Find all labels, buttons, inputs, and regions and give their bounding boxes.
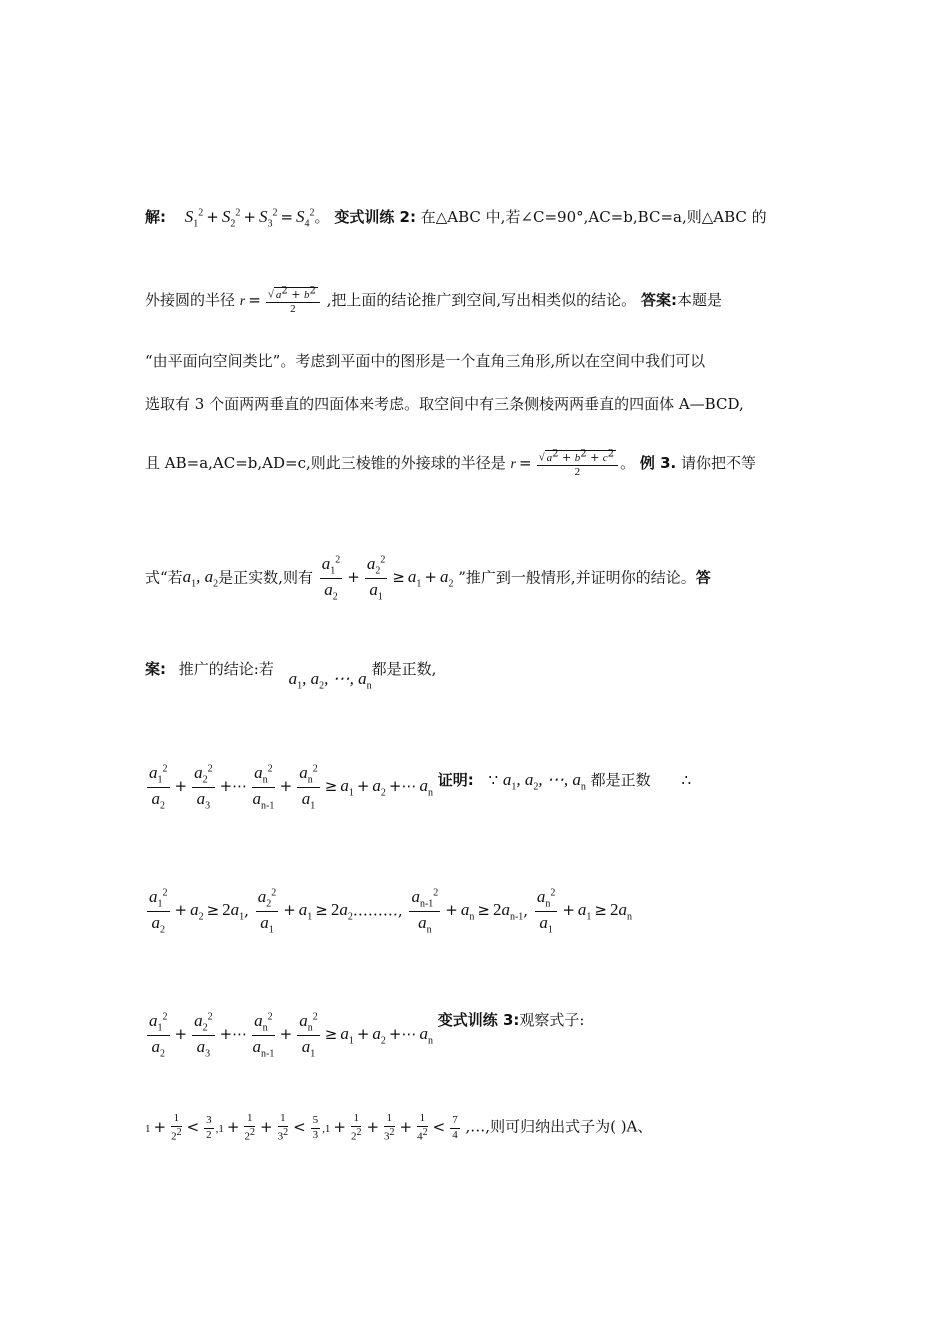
paragraph-line-4: 选取有 3 个面两两垂直的四面体来考虑。取空间中有三条侧棱两两垂直的四面体 A—BCD, xyxy=(145,395,744,413)
example-3-label: 例 3. xyxy=(639,454,677,473)
formula-general-inequality-result: $\frac{a_1^2}{a_2}$ + $\frac{a_2^2}{a_3}$ +⋯ $\frac{a_n^2}{a_{n-1}}$ + $\frac{a_n^2}{a_1}$ ≥ $a_1 + a_2$ +⋯ $a_n$ xyxy=(149,1011,433,1060)
formula-area-sum: $S_1^2 + S_2^2 + S_3^2 = S_4^2$ xyxy=(184,207,315,230)
formula-inequality-2: $\frac{a_1^2}{a_2}$ + $\frac{a_2^2}{a_1}$ ≥ $a_1 + a_2$ xyxy=(321,554,454,603)
paragraph-line-11: 1 + $\frac{1}{2^2}$ < $\frac{3}{2}$ ,1 + $\frac{1}{2^2}$ + $\frac{1}{3^2}$ < $\frac{5}{3}$ ,1 + $\frac{1}{2^2}$ + $\frac{1}{3^2}$ + $\frac{1}{4^2}$ < $\frac{7}{4}$ ,…,则可归纳出式子为( )A、 xyxy=(145,1112,653,1143)
paragraph-line-2: 外接圆的半径 r = $\frac{√ a^2 + b^2}{2}$ ,把上面的结论推广到空间,写出相类似的结论。 答案:本题是 xyxy=(145,285,722,316)
formula-sequence: $a_1$, $a_2$, ⋯, $a_n$ xyxy=(288,669,372,692)
paragraph-line-5: 且 AB=a,AC=b,AD=c,则此三棱锥的外接球的半径是 r = $\frac{√ a^2 + b^2 + c^2}{2}$ 。 例 3. 请你把不等 xyxy=(145,448,757,479)
formula-sphere-radius: r = $\frac{√ a^2 + b^2 + c^2}{2}$ xyxy=(511,454,621,472)
paragraph-text: 在△ABC 中,若∠C=90°,AC=b,BC=a,则△ABC 的 xyxy=(420,208,767,226)
formula-term-n: $\frac{a_n^2}{a_1}$ + $a_1 \ge 2a_n$ xyxy=(536,887,632,936)
formula-general-inequality: $\frac{a_1^2}{a_2}$ + $\frac{a_2^2}{a_3}$ +⋯ $\frac{a_n^2}{a_{n-1}}$ + $\frac{a_n^2}{a_1}$ ≥ $a_1 + a_2$ +⋯ $a_n$ xyxy=(149,763,433,812)
variant-training-2-title: 变式训练 2: xyxy=(334,208,416,226)
formula-term-2: $\frac{a_2^2}{a_1}$ + $a_1 \ge 2a_2$ xyxy=(257,887,353,936)
paragraph-line-10: $\frac{a_1^2}{a_2}$ + $\frac{a_2^2}{a_3}$ +⋯ $\frac{a_n^2}{a_{n-1}}$ + $\frac{a_n^2}{a_1}$ ≥ $a_1 + a_2$ +⋯ $a_n$ 变式训练 3:观察式子: xyxy=(145,1010,584,1061)
paragraph-line-8: $\frac{a_1^2}{a_2}$ + $\frac{a_2^2}{a_3}$ +⋯ $\frac{a_n^2}{a_{n-1}}$ + $\frac{a_n^2}{a_1}$ ≥ $a_1 + a_2$ +⋯ $a_n$ 证明: ∵ $a_1$, $a_2$, ⋯, $a_n$ 都是正数 ∴ xyxy=(145,762,691,813)
formula-a1-a2: $a_1$, $a_2$ xyxy=(182,567,219,590)
solution-label: 解: xyxy=(145,208,166,226)
formula-observe-series: 1 + $\frac{1}{2^2}$ < $\frac{3}{2}$ ,1 + $\frac{1}{2^2}$ + $\frac{1}{3^2}$ < $\frac{5}{3}$ ,1 + $\frac{1}{2^2}$ + $\frac{1}{3^2}$ + $\frac{1}{4^2}$ < $\frac{7}{4}$ xyxy=(145,1112,458,1143)
formula-circumradius: r = $\frac{√ a^2 + b^2}{2}$ xyxy=(240,291,322,309)
paragraph-line-3: “由平面向空间类比”。考虑到平面中的图形是一个直角三角形,所以在空间中我们可以 xyxy=(145,352,706,370)
formula-term-n-1: $\frac{a_{n-1}^2}{a_n}$ + $a_n \ge 2a_{n-1}$ xyxy=(411,887,524,936)
paragraph-line-7: 案: 推广的结论:若 $a_1$, $a_2$, ⋯, $a_n$都是正数, xyxy=(145,660,437,692)
proof-label: 证明: xyxy=(437,771,474,790)
formula-term-1: $\frac{a_1^2}{a_2}$ + $a_2 \ge 2a_1$ xyxy=(149,887,245,936)
answer-label: 答案: xyxy=(640,291,677,310)
variant-training-3-title: 变式训练 3: xyxy=(437,1011,520,1030)
paragraph-line-1: 解: $S_1^2 + S_2^2 + S_3^2 = S_4^2$。 变式训练 2: 在△ABC 中,若∠C=90°,AC=b,BC=a,则△ABC 的 xyxy=(145,207,767,230)
paragraph-line-6: 式“若$a_1$, $a_2$是正实数,则有 $\frac{a_1^2}{a_2}$ + $\frac{a_2^2}{a_1}$ ≥ $a_1 + a_2$ ”推广到一般情形,并证明你的结论。答 xyxy=(145,554,711,603)
paragraph-line-9: $\frac{a_1^2}{a_2}$ + $a_2 \ge 2a_1$, $\frac{a_2^2}{a_1}$ + $a_1$ ≥ $2a_2\dots\dots\dots$, $\frac{a_{n-1}^2}{a_n}$ + $a_n \ge 2a_{n-1}$, $\frac{a_n^2}{a_1}$ + $a_1 \ge 2a_n$ xyxy=(145,886,632,937)
answer-label: 案: xyxy=(145,660,166,678)
